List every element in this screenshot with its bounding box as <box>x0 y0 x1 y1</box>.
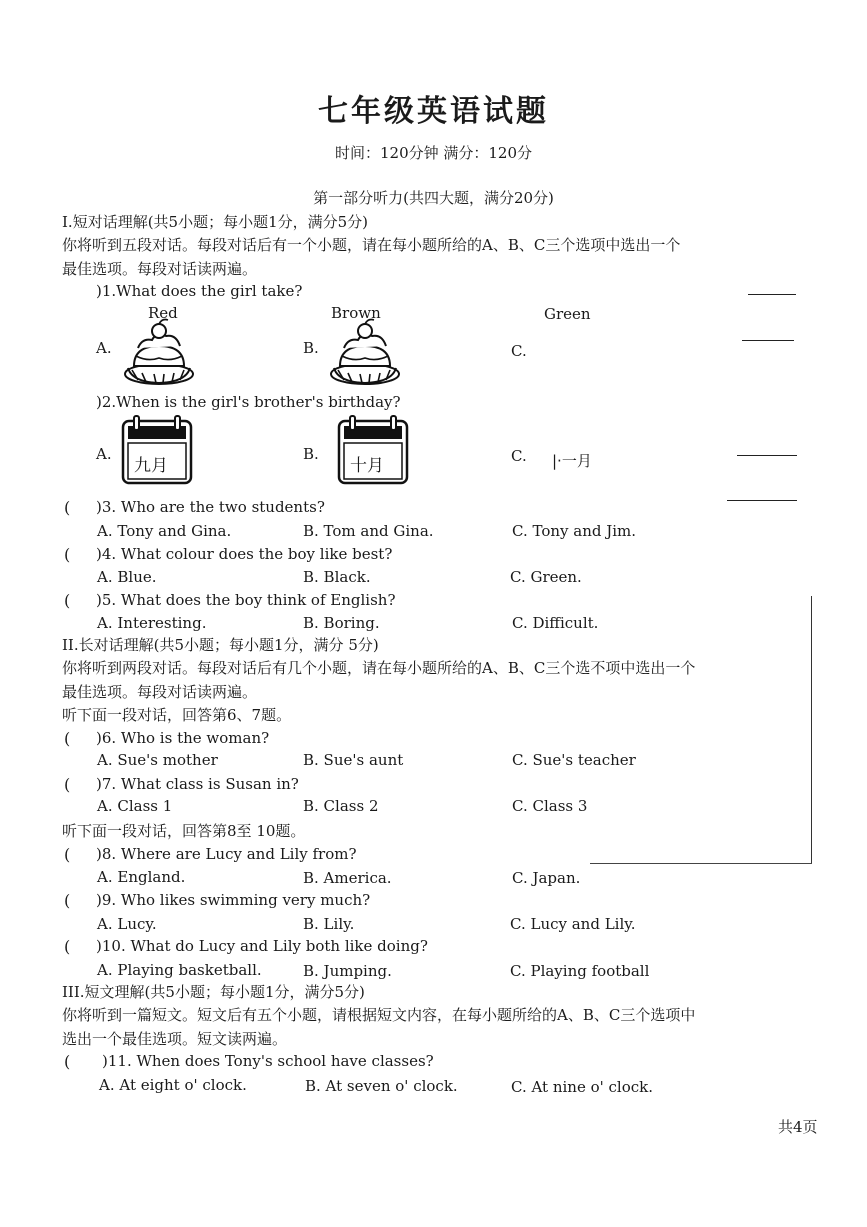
q1-label-b: Brown <box>331 304 381 322</box>
q1-letter-b: B. <box>303 339 319 357</box>
answer-paren: ( <box>64 845 71 864</box>
q10-option-c: C. Playing football <box>510 962 650 980</box>
q1-letter-a: A. <box>96 339 112 357</box>
q7-option-c: C. Class 3 <box>512 797 588 815</box>
section2-instructions-1: 你将听到两段对话。每段对话后有几个小题，请在每小题所给的A、B、C三个选不项中选出一个 <box>62 659 696 677</box>
calendar-month-label: 九月 <box>134 456 168 476</box>
section3-instructions-1: 你将听到一篇短文。短文后有五个小题，请根据短文内容，在每小题所给的A、B、C三个选项中 <box>62 1006 696 1024</box>
answer-paren: ( <box>64 891 71 910</box>
answer-paren: ( <box>64 937 71 956</box>
q2-letter-c: C. <box>511 447 527 465</box>
q5-option-a: A. Interesting. <box>97 614 207 632</box>
q4-option-a: A. Blue. <box>97 568 157 586</box>
q9-option-c: C. Lucy and Lily. <box>510 915 636 933</box>
answer-paren: ( <box>64 498 71 517</box>
question-10: )10. What do Lucy and Lily both like doing? <box>96 937 428 955</box>
q5-option-b: B. Boring. <box>303 614 380 632</box>
section2-sub2: 听下面一段对话，回答第8至 10题。 <box>62 822 306 840</box>
scan-border <box>590 863 812 864</box>
answer-paren: ( <box>64 775 71 794</box>
section3-instructions-2: 选出一个最佳选项。短文读两遍。 <box>62 1030 288 1048</box>
answer-paren: ( <box>64 545 71 564</box>
q9-option-a: A. Lucy. <box>97 915 157 933</box>
question-4: )4. What colour does the boy like best? <box>96 545 393 563</box>
q1-letter-c: C. <box>511 342 527 360</box>
question-11: )11. When does Tony's school have classes? <box>102 1052 434 1070</box>
q1-label-a: Red <box>148 304 178 322</box>
answer-line <box>727 500 797 501</box>
question-8: )8. Where are Lucy and Lily from? <box>96 845 357 863</box>
question-9: )9. Who likes swimming very much? <box>96 891 371 909</box>
section1-heading: I.短对话理解(共5小题；每小题1分，满分5分) <box>62 213 369 231</box>
q1-label-c: Green <box>544 305 591 323</box>
answer-line <box>742 340 794 341</box>
q4-option-b: B. Black. <box>303 568 371 586</box>
cake-icon <box>118 318 200 386</box>
answer-paren: ( <box>64 729 71 748</box>
q11-option-b: B. At seven o' clock. <box>305 1077 458 1095</box>
q8-option-a: A. England. <box>97 868 186 886</box>
question-5: )5. What does the boy think of English? <box>96 591 396 609</box>
section1-instructions-1: 你将听到五段对话。每段对话后有一个小题，请在每小题所给的A、B、C三个选项中选出一个 <box>62 236 681 254</box>
question-7: )7. What class is Susan in? <box>96 775 299 793</box>
cake-icon <box>324 318 406 386</box>
q2-c-text: |·一月 <box>552 452 592 470</box>
q11-option-a: A. At eight o' clock. <box>99 1076 247 1094</box>
section2-sub1: 听下面一段对话，回答第6、7题。 <box>62 706 292 724</box>
q6-option-c: C. Sue's teacher <box>512 751 636 769</box>
part-one-heading: 第一部分听力(共四大题，满分20分) <box>313 189 554 207</box>
question-3: )3. Who are the two students? <box>96 498 325 516</box>
q11-option-c: C. At nine o' clock. <box>511 1078 654 1096</box>
q7-option-b: B. Class 2 <box>303 797 379 815</box>
section1-instructions-2: 最佳选项。每段对话读两遍。 <box>62 260 258 278</box>
question-6: )6. Who is the woman? <box>96 729 270 747</box>
section2-instructions-2: 最佳选项。每段对话读两遍。 <box>62 683 258 701</box>
q6-option-a: A. Sue's mother <box>97 751 218 769</box>
q2-letter-a: A. <box>96 445 112 463</box>
q6-option-b: B. Sue's aunt <box>303 751 404 769</box>
page-count: 共4页 <box>778 1118 818 1136</box>
q9-option-b: B. Lily. <box>303 915 355 933</box>
answer-paren: ( <box>64 1052 71 1071</box>
answer-line <box>748 294 796 295</box>
section3-heading: III.短文理解(共5小题；每小题1分，满分5分) <box>62 983 365 1001</box>
q8-option-b: B. America. <box>303 869 392 887</box>
q7-option-a: A. Class 1 <box>97 797 173 815</box>
scan-border <box>811 596 812 864</box>
q10-option-a: A. Playing basketball. <box>97 961 262 979</box>
section2-heading: II.长对话理解(共5小题；每小题1分，满分 5分) <box>62 636 379 654</box>
answer-line <box>737 455 797 456</box>
exam-meta: 时间：120分钟 满分：120分 <box>334 144 533 162</box>
calendar-icon <box>120 415 194 487</box>
page-title: 七年级英语试题 <box>318 94 549 129</box>
q2-letter-b: B. <box>303 445 319 463</box>
calendar-month-label: 十月 <box>350 456 384 476</box>
q8-option-c: C. Japan. <box>512 869 581 887</box>
calendar-icon <box>336 415 410 487</box>
q3-option-b: B. Tom and Gina. <box>303 522 434 540</box>
answer-paren: ( <box>64 591 71 610</box>
question-1: )1.What does the girl take? <box>96 282 303 300</box>
q3-option-c: C. Tony and Jim. <box>512 522 637 540</box>
q3-option-a: A. Tony and Gina. <box>97 522 232 540</box>
q4-option-c: C. Green. <box>510 568 582 586</box>
question-2: )2.When is the girl's brother's birthday? <box>96 393 401 411</box>
q10-option-b: B. Jumping. <box>303 962 392 980</box>
q5-option-c: C. Difficult. <box>512 614 599 632</box>
